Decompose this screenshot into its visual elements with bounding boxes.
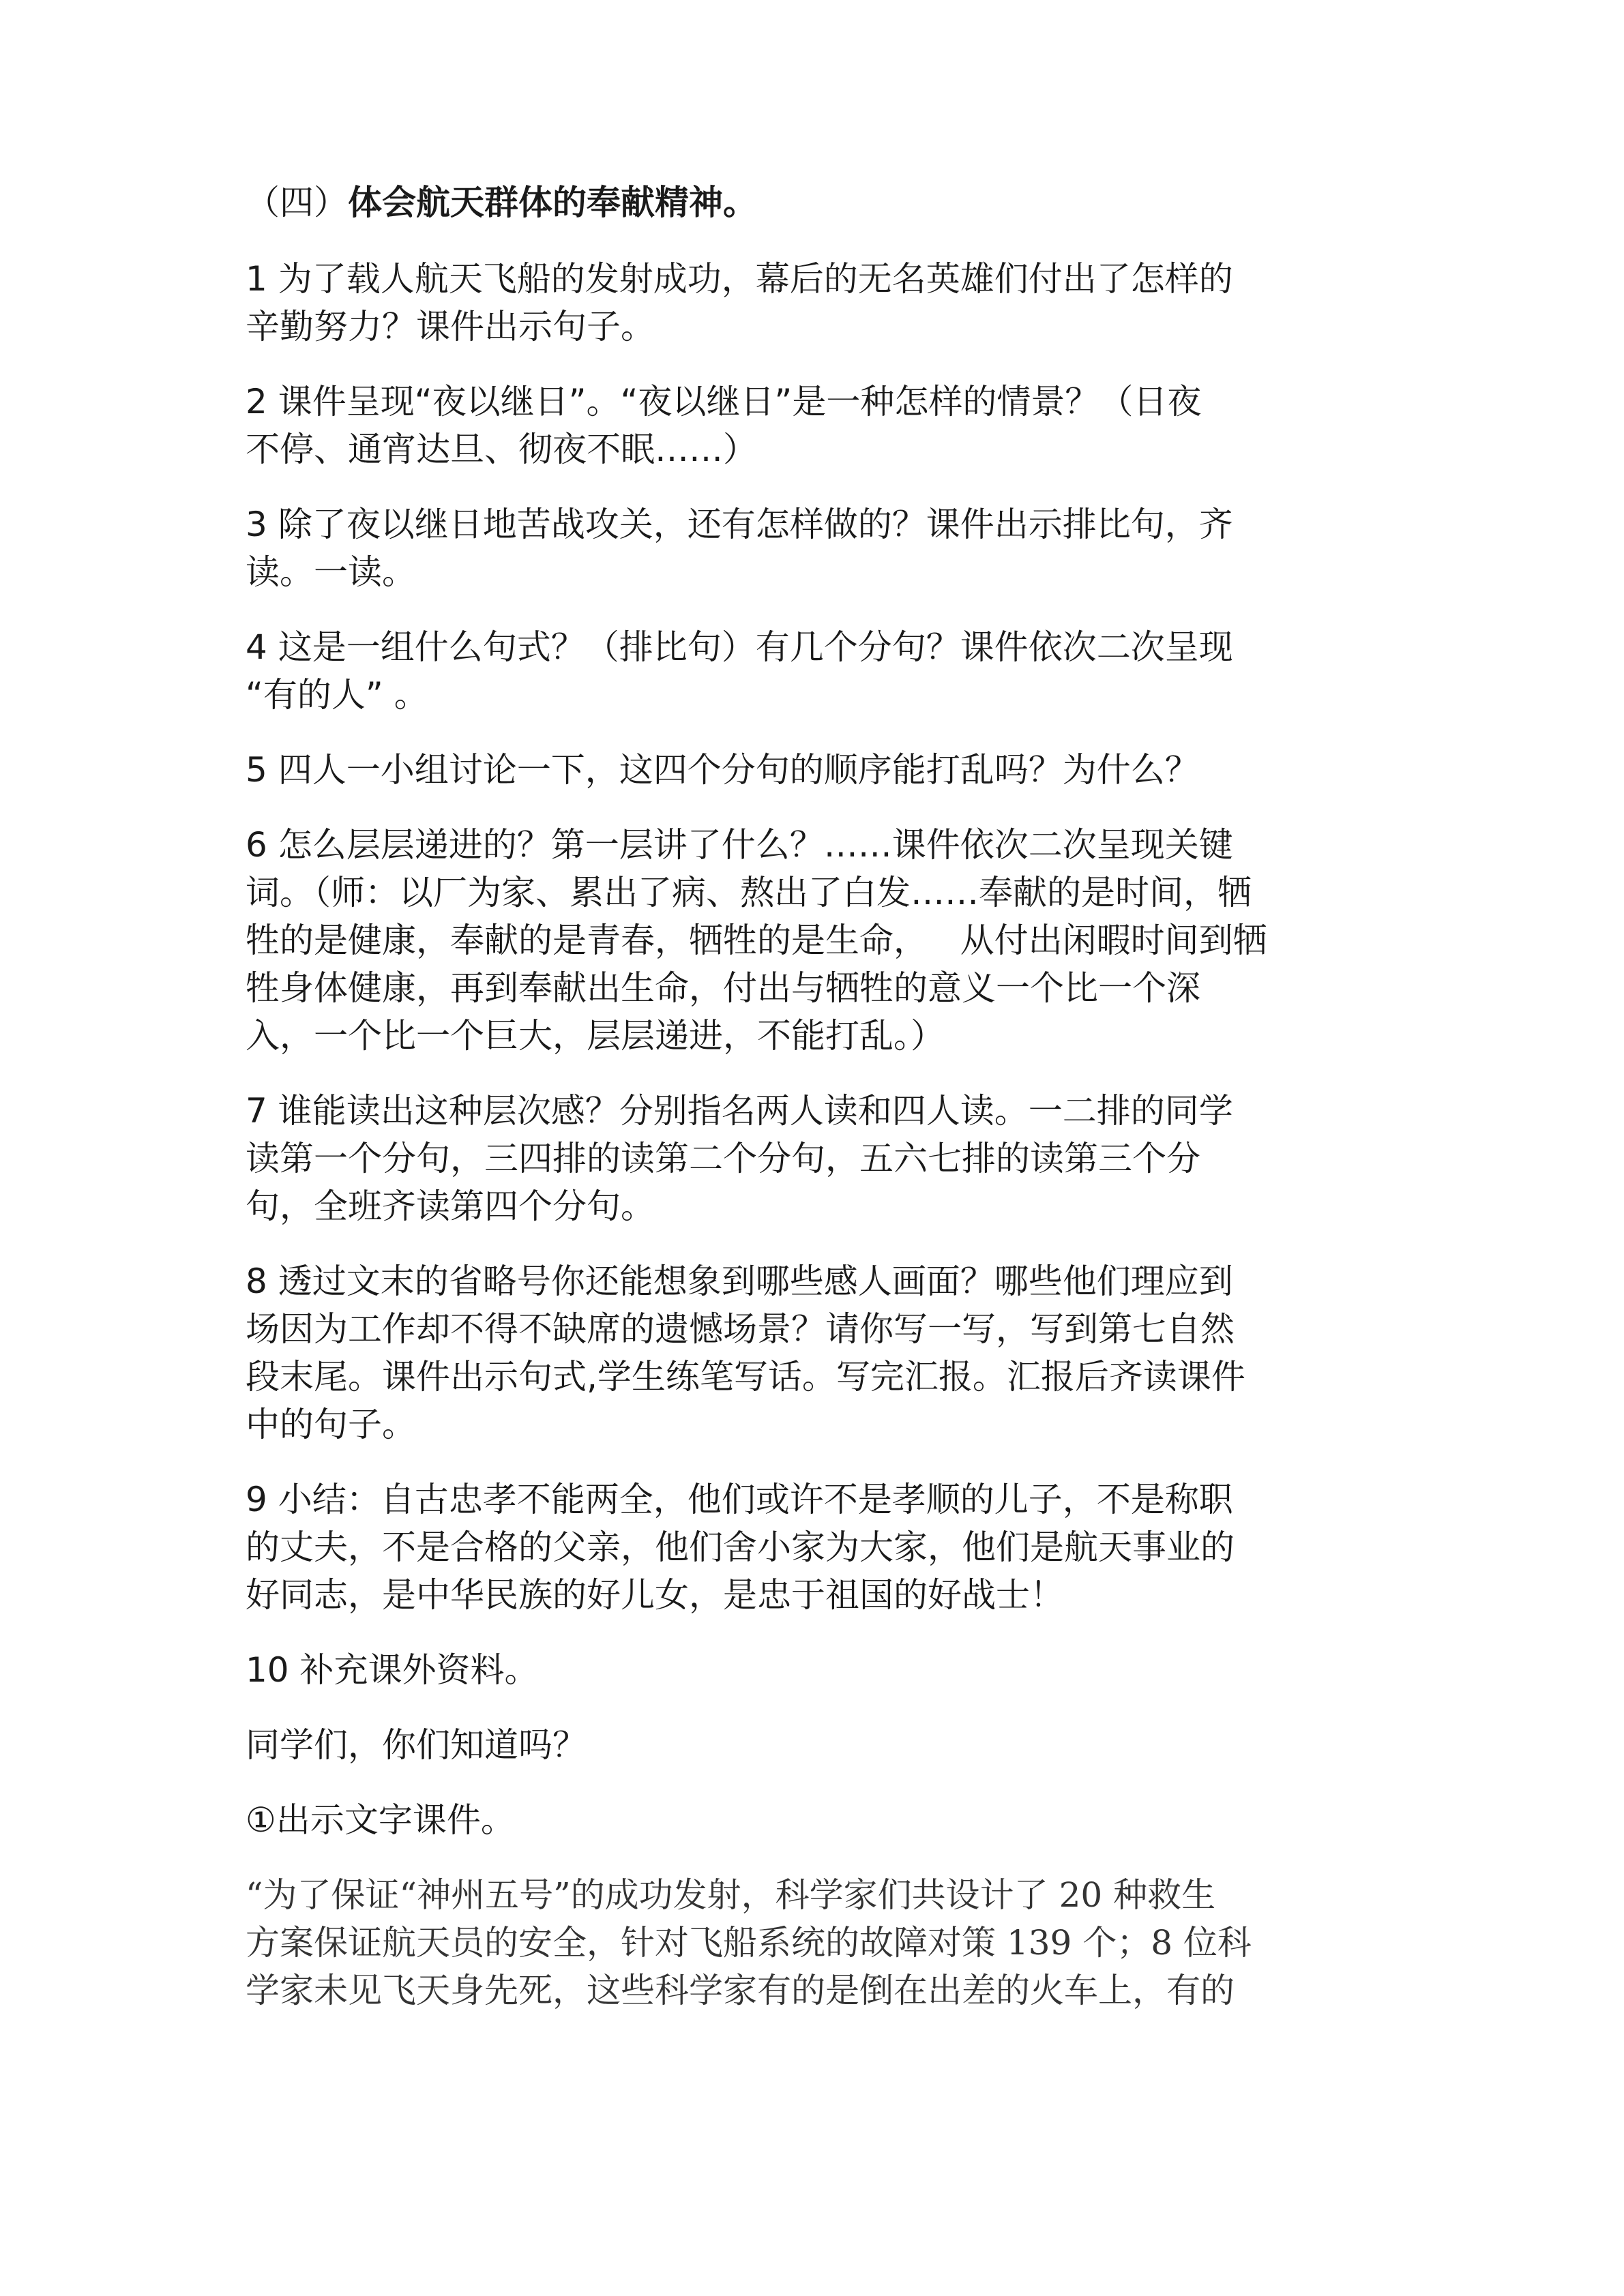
- paragraph: [246, 1721, 1391, 1769]
- paragraph-line: 1 为了载人航天飞船的发射成功，幕后的无名英雄们付出了怎样的: [246, 259, 1233, 299]
- paragraph-line: 的丈夫，不是合格的父亲，他们舍小家为大家，他们是航天事业的: [246, 1527, 1235, 1567]
- paragraph-line: 读。一读。: [246, 552, 416, 592]
- paragraph-line: 读第一个分句，三四排的读第二个分句，五六七排的读第三个分: [246, 1139, 1200, 1178]
- heading-title: 体会航天群体的奉献精神。: [348, 183, 757, 222]
- heading-prefix: （四）: [246, 183, 348, 222]
- paragraph-line: 5 四人一小组讨论一下，这四个分句的顺序能打乱吗？为什么？: [246, 750, 1199, 790]
- paragraph-line: 不停、通宵达旦、彻夜不眠……）: [246, 430, 757, 469]
- paragraph: [246, 501, 1391, 596]
- paragraph-line: 8 透过文末的省略号你还能想象到哪些感人画面？哪些他们理应到: [246, 1262, 1233, 1301]
- quote-line: 方案保证航天员的安全，针对飞船系统的故障对策 139 个；8 位科: [246, 1923, 1252, 1963]
- paragraph-line: 6 怎么层层递进的？第一层讲了什么？……课件依次二次呈现关键: [246, 825, 1233, 865]
- quote-line: 学家未见飞天身先死，这些科学家有的是倒在出差的火车上，有的: [246, 1971, 1235, 2010]
- paragraph-line: 词。（师：以厂为家、累出了病、熬出了白发……奉献的是时间，牺: [246, 873, 1252, 912]
- paragraph: [246, 378, 1391, 473]
- paragraph-list: [246, 255, 1391, 1844]
- paragraph-line: 同学们，你们知道吗？: [246, 1725, 587, 1765]
- paragraph-line: 2 课件呈现“夜以继日”。“夜以继日”是一种怎样的情景？（日夜: [246, 382, 1202, 421]
- paragraph-line: 10 补充课外资料。: [246, 1650, 539, 1690]
- paragraph-line: 句，全班齐读第四个分句。: [246, 1187, 655, 1226]
- paragraph-line: 入，一个比一个巨大，层层递进，不能打乱。）: [246, 1016, 945, 1056]
- paragraph: [246, 1646, 1391, 1694]
- paragraph-line: 辛勤努力？课件出示句子。: [246, 307, 655, 346]
- paragraph: [246, 623, 1391, 719]
- paragraph: [246, 1257, 1391, 1448]
- paragraph-line: 牲的是健康，奉献的是青春，牺牲的是生命， 从付出闲暇时间到牺: [246, 921, 1267, 960]
- paragraph: [246, 255, 1391, 351]
- paragraph-line: 4 这是一组什么句式？（排比句）有几个分句？课件依次二次呈现: [246, 627, 1233, 667]
- paragraph: [246, 746, 1391, 794]
- quoted-material: [246, 1871, 1391, 2014]
- paragraph-line: 7 谁能读出这种层次感？分别指名两人读和四人读。一二排的同学: [246, 1091, 1233, 1131]
- paragraph: [246, 821, 1391, 1060]
- paragraph-line: 中的句子。: [246, 1405, 416, 1444]
- paragraph-line: 好同志，是中华民族的好儿女，是忠于祖国的好战士！: [246, 1575, 1064, 1615]
- section-heading: [246, 179, 1391, 226]
- paragraph-line: 3 除了夜以继日地苦战攻关，还有怎样做的？课件出示排比句，齐: [246, 505, 1233, 544]
- paragraph: [246, 1476, 1391, 1619]
- paragraph-line: 9 小结：自古忠孝不能两全，他们或许不是孝顺的儿子，不是称职: [246, 1480, 1233, 1519]
- document-body: [246, 179, 1391, 2014]
- paragraph: [246, 1087, 1391, 1230]
- paragraph: [246, 1796, 1391, 1844]
- paragraph-line: “有的人” 。: [246, 675, 428, 715]
- paragraph-line: 场因为工作却不得不缺席的遗憾场景？请你写一写，写到第七自然: [246, 1309, 1235, 1349]
- paragraph-line: ①出示文字课件。: [246, 1800, 515, 1840]
- paragraph-line: 牲身体健康，再到奉献出生命，付出与牺牲的意义一个比一个深: [246, 968, 1200, 1008]
- paragraph-line: 段末尾。课件出示句式,学生练笔写话。写完汇报。汇报后齐读课件: [246, 1357, 1245, 1397]
- quote-line: “为了保证“神州五号”的成功发射，科学家们共设计了 20 种救生: [246, 1875, 1216, 1915]
